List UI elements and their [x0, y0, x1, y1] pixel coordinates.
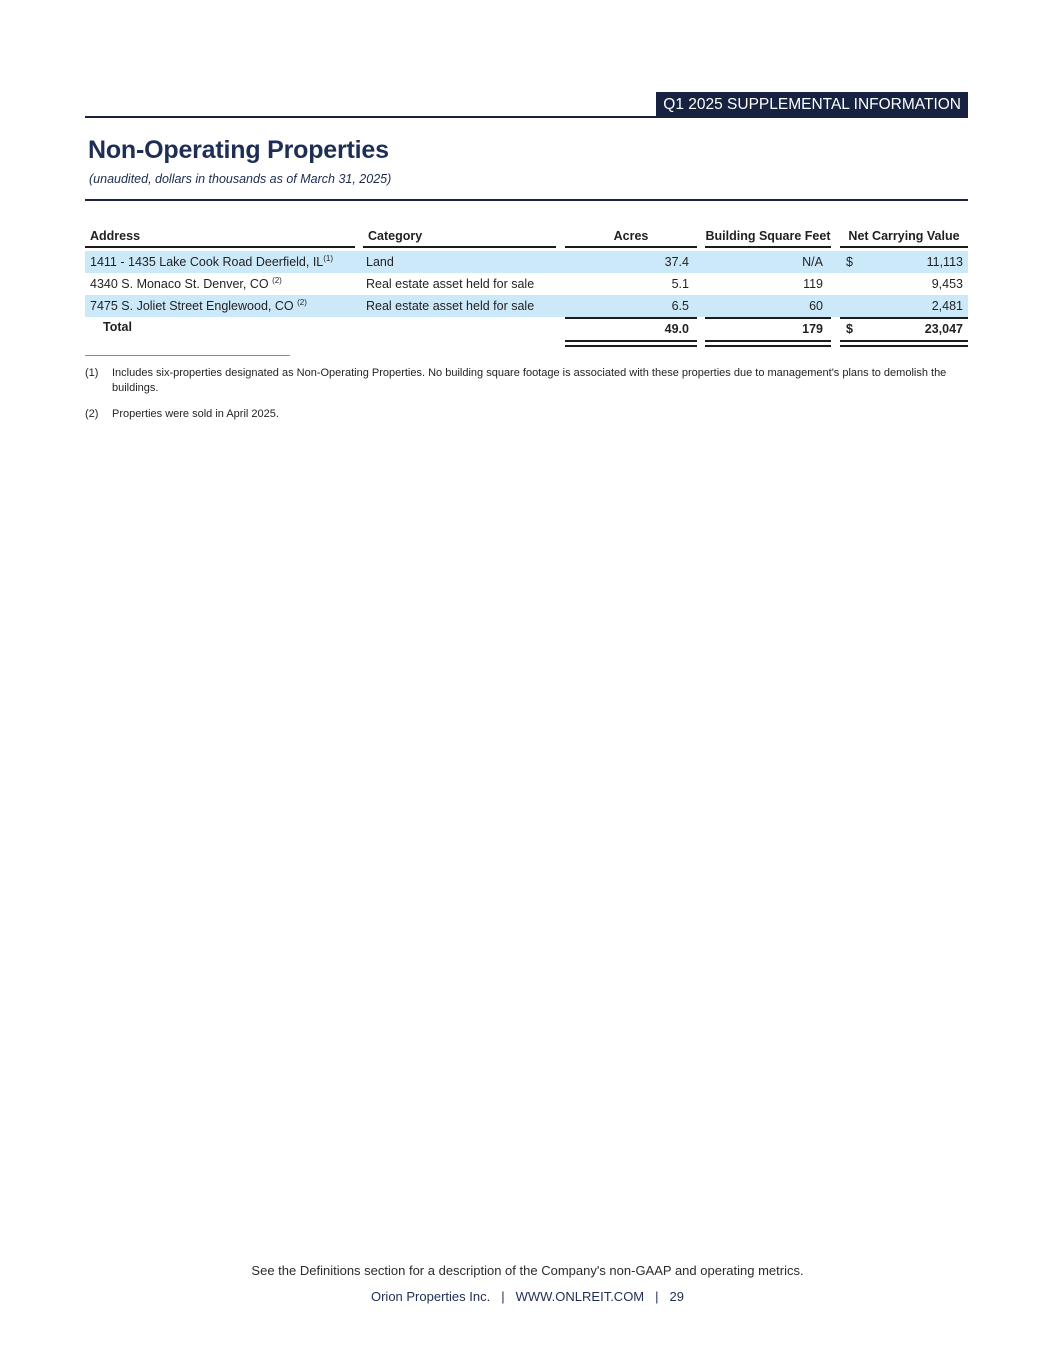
cell-category: Real estate asset held for sale	[366, 277, 535, 291]
table-row	[85, 273, 968, 295]
amount: 9,453	[931, 277, 963, 291]
currency-symbol: $	[846, 255, 853, 269]
cell-building-square-feet: 60	[809, 299, 823, 313]
footnote-ref: (1)	[323, 253, 334, 263]
footer-separator: |	[501, 1289, 505, 1304]
page-title: Non-Operating Properties	[88, 136, 389, 164]
column-header-net-carrying-value: Net Carrying Value	[840, 229, 968, 248]
footnote-divider	[85, 355, 290, 356]
page-subtitle: (unaudited, dollars in thousands as of March 31, 2025)	[89, 172, 392, 186]
column-header-building-square-feet: Building Square Feet	[705, 229, 831, 248]
company-name: Orion Properties Inc.	[370, 1289, 491, 1304]
cell-building-square-feet: 119	[803, 277, 823, 291]
cell-building-square-feet: N/A	[802, 255, 823, 269]
total-net-carrying-value	[840, 317, 968, 339]
non-operating-properties-table	[85, 206, 968, 348]
page-number: 29	[669, 1289, 684, 1304]
website-url: WWW.ONLREIT.COM	[515, 1289, 645, 1304]
definitions-note: See the Definitions section for a description of the Company's non-GAAP and operating metrics.	[251, 1263, 804, 1278]
footnote-marker: (1)	[85, 367, 99, 379]
cell-address: 1411 - 1435 Lake Cook Road Deerfield, IL$^{(1)}$	[90, 253, 334, 269]
total-acres: 49.0	[565, 317, 697, 339]
report-banner: Q1 2025 SUPPLEMENTAL INFORMATION	[656, 92, 968, 118]
table-row	[85, 295, 968, 317]
total-building-square-feet: 179	[705, 317, 831, 339]
footer-brand-line	[0, 1289, 1055, 1304]
cell-acres: 6.5	[671, 299, 689, 313]
cell-net-carrying-value	[840, 251, 968, 273]
column-header-acres: Acres	[565, 229, 697, 248]
amount: 2,481	[931, 299, 963, 313]
cell-acres: 5.1	[671, 277, 689, 291]
table-top-rule	[85, 199, 968, 201]
footnote-2	[85, 407, 977, 422]
table-row	[85, 251, 968, 273]
footnote-marker: (2)	[85, 407, 99, 420]
cell-acres: 37.4	[664, 255, 689, 269]
amount: 11,113	[926, 255, 963, 269]
footnote-ref: (2)	[272, 275, 282, 285]
column-header-address: Address	[85, 229, 355, 248]
footnote-text: Includes six-properties designated as Non-Operating Properties. No building square footage is associated with these properties due to management's plans to demolish the buildings.	[112, 367, 947, 395]
table-total-row	[85, 317, 968, 339]
footer-separator: |	[655, 1289, 659, 1304]
column-header-category: Category	[363, 229, 556, 248]
total-label: Total	[103, 320, 132, 334]
footnote-1	[85, 366, 977, 397]
total-double-rule	[85, 340, 968, 348]
cell-category: Land	[366, 255, 394, 269]
cell-category: Real estate asset held for sale	[366, 299, 535, 313]
currency-symbol: $	[846, 322, 853, 336]
footnote-text: Properties were sold in April 2025.	[112, 407, 279, 420]
cell-address: 4340 S. Monaco St. Denver, CO $^{(2)}$	[90, 275, 282, 291]
footnotes	[85, 366, 977, 432]
cell-net-carrying-value	[840, 273, 968, 295]
amount: 23,047	[924, 322, 963, 336]
table-header-row	[85, 206, 968, 248]
footnote-ref: (2)	[297, 297, 307, 307]
cell-net-carrying-value	[840, 295, 968, 317]
cell-address: 7475 S. Joliet Street Englewood, CO $^{(2)}$	[90, 297, 307, 313]
